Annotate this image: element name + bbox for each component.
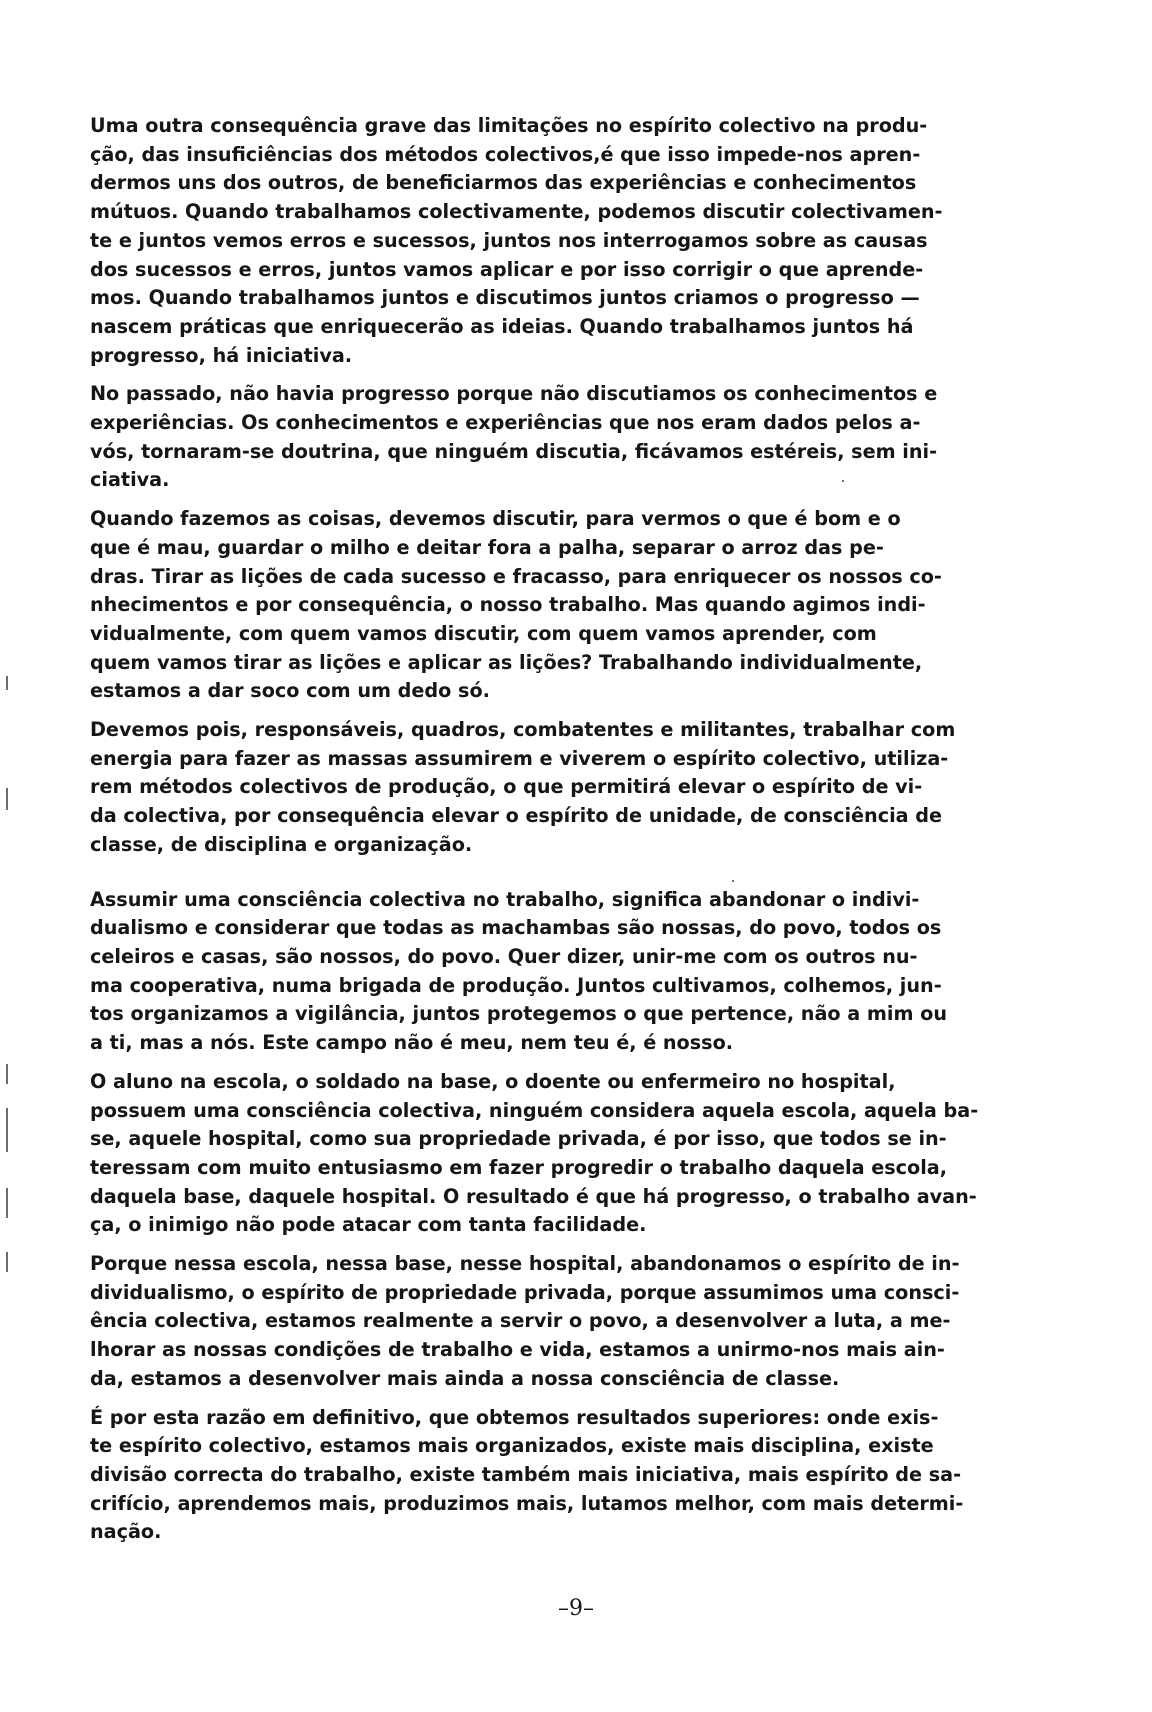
paragraph-1: Uma outra consequência grave das limitações no espírito colectivo na produ- ção, das insuficiências dos métodos colectivos,é que isso impede-nos apren- dermos uns dos outros, de beneficiarmos das experiências e conhecimentos mútuos. Quando trabalhamos colectivamente, podemos discutir colectivamen- te e juntos vemos erros e sucessos, juntos nos interrogamos sobre as causas dos sucessos e erros, juntos vamos aplicar e por isso corrigir o que aprende- mos. Quando trabalhamos juntos e discutimos juntos criamos o progresso — nascem práticas que enriquecerão as ideias. Quando trabalhamos juntos há progresso, há iniciativa. <box>90 114 943 367</box>
paragraph-7: Porque nessa escola, nessa base, nesse hospital, abandonamos o espírito de in- dividualismo, o espírito de propriedade privada, porque assumimos uma consci- ência colectiva, estamos realmente a servir o povo, a desenvolver a luta, a me- lhorar as nossas condições de trabalho e vida, estamos a unirmo-nos mais ain- da, estamos a desenvolver mais ainda a nossa consciência de classe. <box>90 1252 960 1390</box>
scan-mark <box>6 676 8 690</box>
paragraph-2: No passado, não havia progresso porque não discutiamos os conhecimentos e experiências. Os conhecimentos e experiências que nos eram dados pelos a- vós, tornaram-se doutrina, que ninguém discutia, ficávamos estéreis, sem ini- ciativa. <box>90 382 938 492</box>
paragraph-6: O aluno na escola, o soldado na base, o doente ou enfermeiro no hospital, possuem uma consciência colectiva, ninguém considera aquela escola, aquela ba- se, aquele hospital, como sua propriedade privada, é por isso, que todos se in- teressam com muito entusiasmo em fazer progredir o trabalho daquela escola, daquela base, daquele hospital. O resultado é que há progresso, o trabalho avan- ça, o inimigo não pode atacar com tanta facilidade. <box>90 1069 979 1237</box>
page-number: –9– <box>558 1596 594 1621</box>
scan-mark <box>732 880 734 882</box>
paragraph-8: É por esta razão em definitivo, que obtemos resultados superiores: onde exis- te espírito colectivo, estamos mais organizados, existe mais disciplina, existe divisão correcta do trabalho, existe também mais iniciativa, mais espírito de sa- crifício, aprendemos mais, produzimos mais, lutamos melhor, com mais determi- nação. <box>90 1405 964 1544</box>
scan-mark <box>842 480 844 482</box>
scan-mark <box>6 788 8 810</box>
scan-mark <box>6 1188 8 1218</box>
scan-mark <box>6 1064 8 1084</box>
paragraph-5: Assumir uma consciência colectiva no trabalho, significa abandonar o indivi- dualismo e considerar que todas as machambas são nossas, do povo, todos os celeiros e casas, são nossos, do povo. Quer dizer, unir-me com os outros nu- ma cooperativa, numa brigada de produção. Juntos cultivamos, colhemos, jun- tos organizamos a vigilância, juntos protegemos o que pertence, não a mim ou a ti, mas a nós. Este campo não é meu, nem teu é, é nosso. <box>90 887 947 1055</box>
scan-mark <box>6 1252 8 1272</box>
paragraph-3: Quando fazemos as coisas, devemos discutir, para vermos o que é bom e o que é mau, guardar o milho e deitar fora a palha, separar o arroz das pe- dras. Tirar as lições de cada sucesso e fracasso, para enriquecer os nossos co- nhecimentos e por consequência, o nosso trabalho. Mas quando agimos indi- vidualmente, com quem vamos discutir, com quem vamos aprender, com quem vamos tirar as lições e aplicar as lições? Trabalhando individualmente, estamos a dar soco com um dedo só. <box>90 507 942 703</box>
body-text <box>90 112 1002 1557</box>
paragraph-4: Devemos pois, responsáveis, quadros, combatentes e militantes, trabalhar com energia para fazer as massas assumirem e viverem o espírito colectivo, utiliza- rem métodos colectivos de produção, o que permitirá elevar o espírito de vi- da colectiva, por consequência elevar o espírito de unidade, de consciência de classe, de disciplina e organização. <box>90 718 956 856</box>
scan-mark <box>6 1108 8 1152</box>
